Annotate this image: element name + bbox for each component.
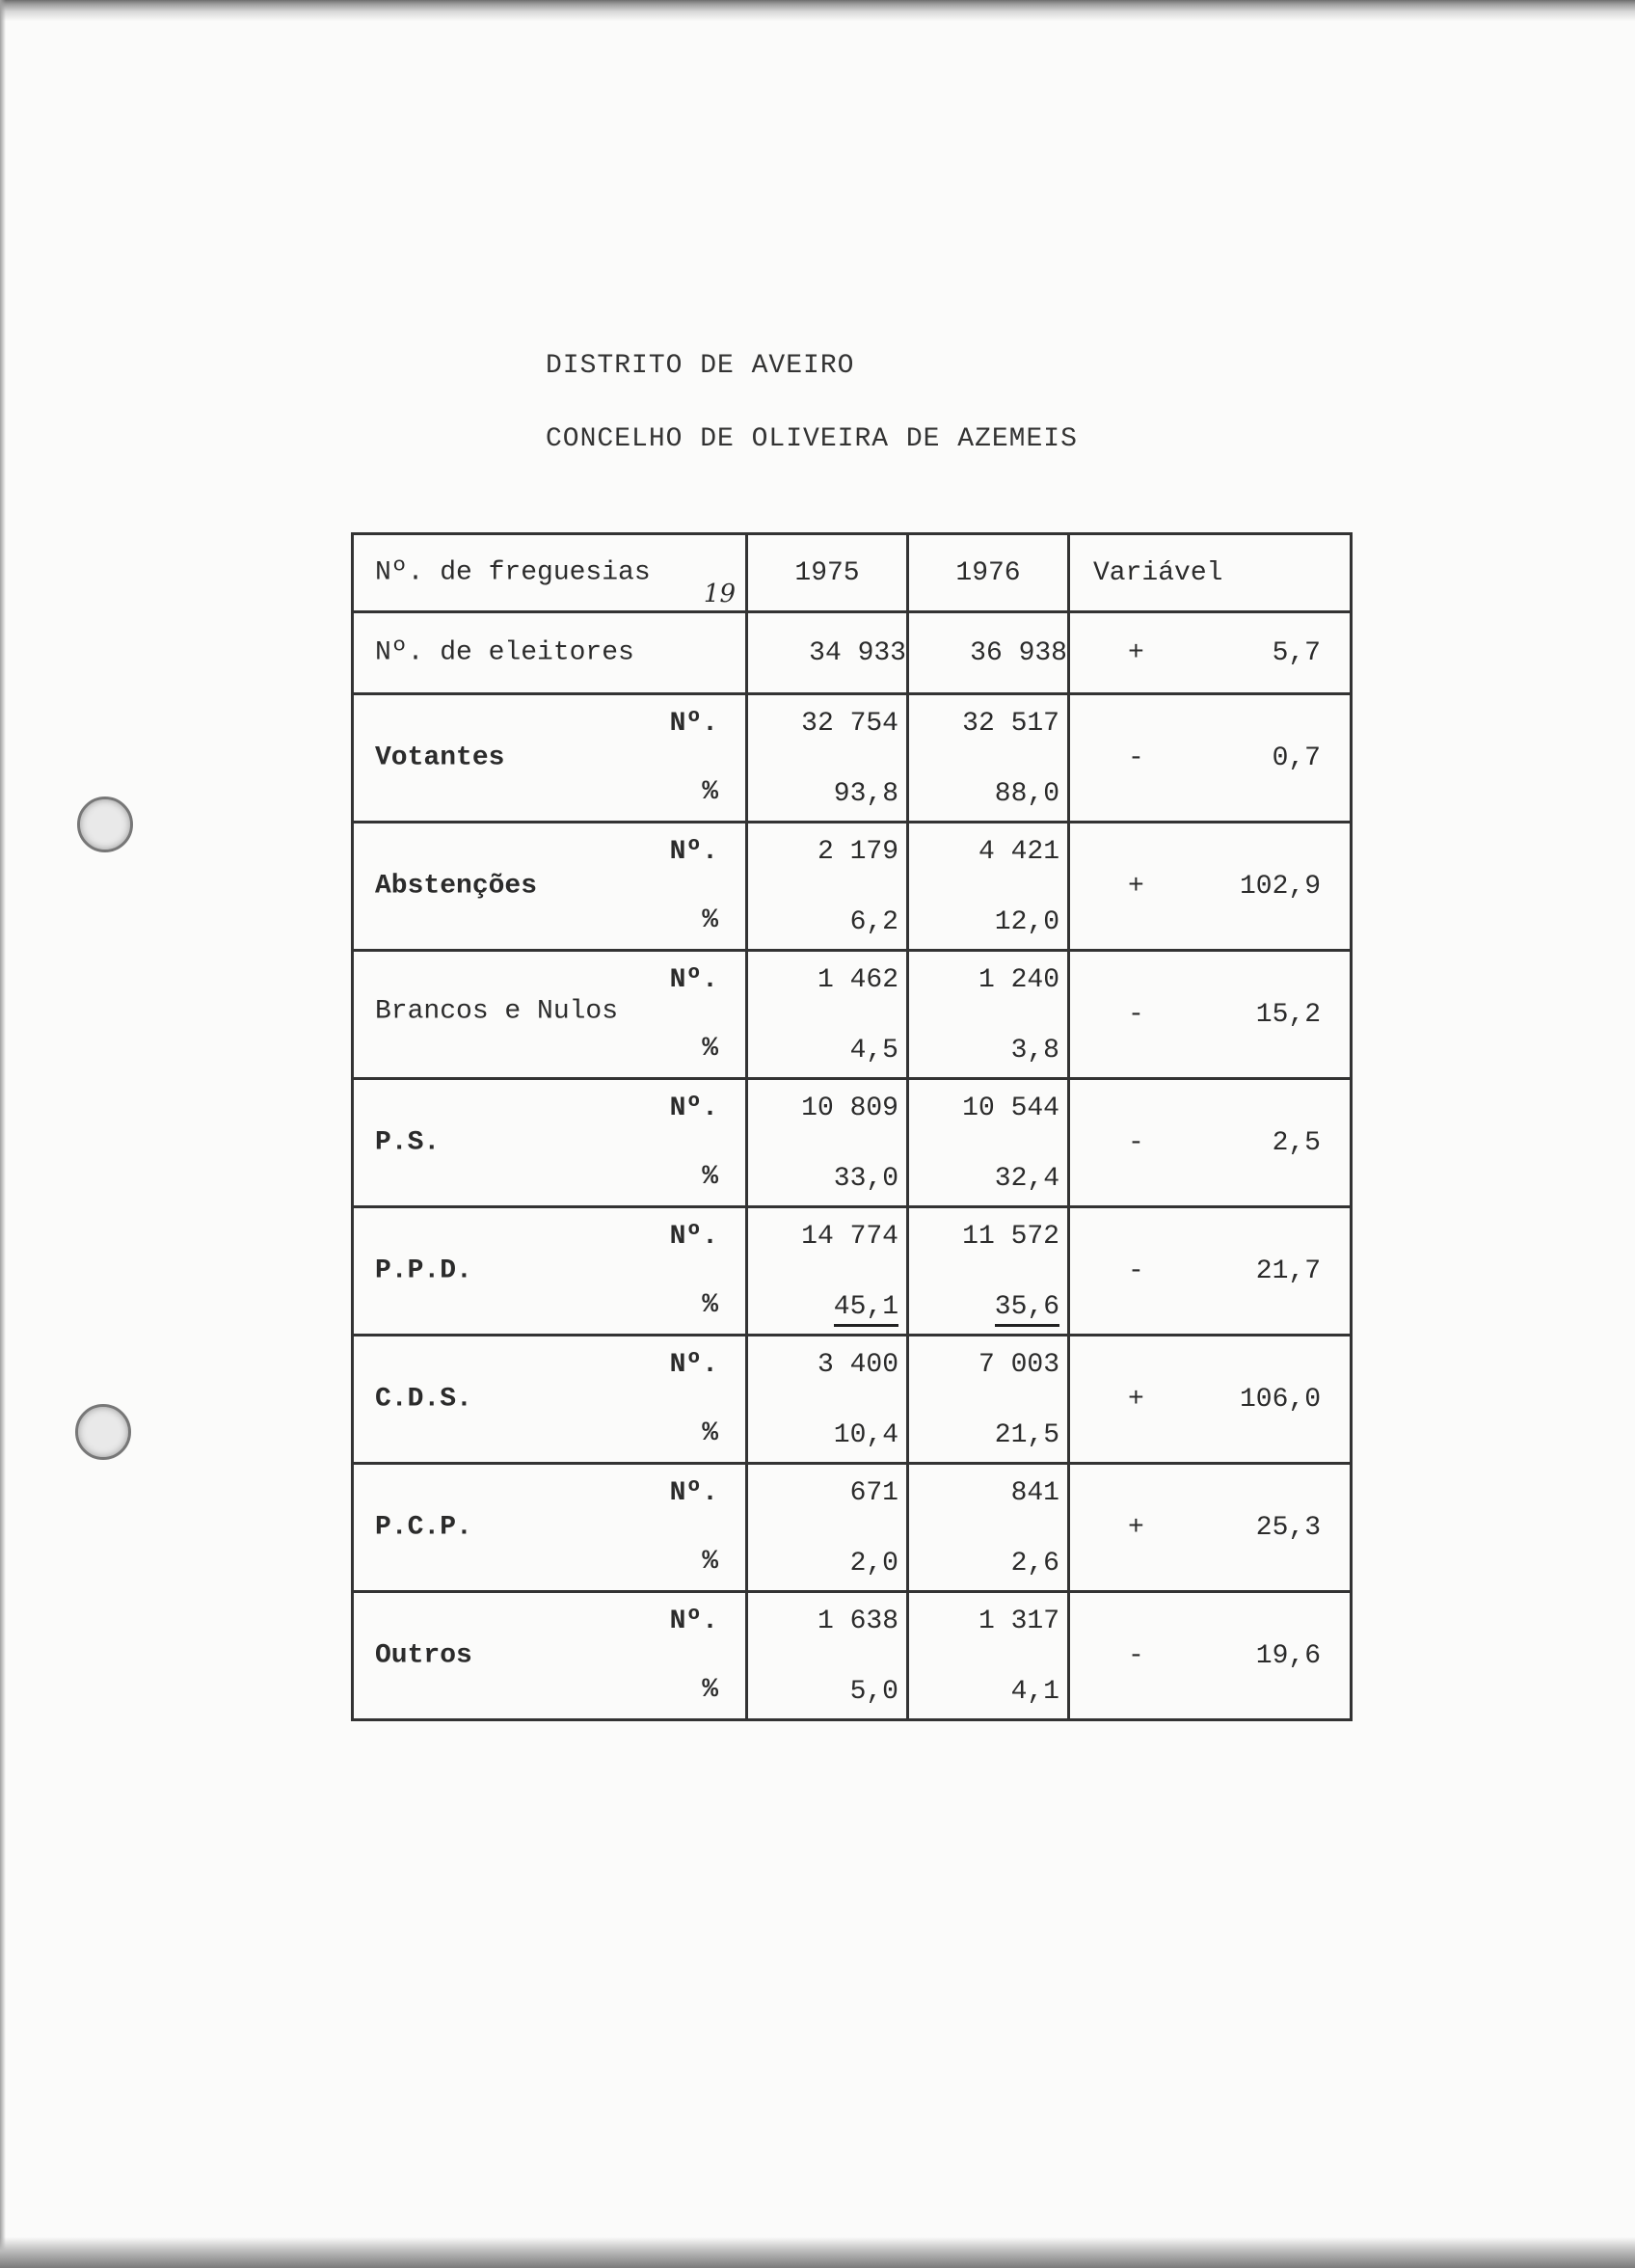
percent-mark: % xyxy=(702,905,718,935)
row-label: Brancos e Nulos xyxy=(375,996,619,1027)
count-mark: Nº. xyxy=(669,1222,718,1252)
row-label: Votantes xyxy=(375,742,505,773)
row-label: P.S. xyxy=(375,1127,441,1158)
percent-1975: 4,5 xyxy=(849,1036,898,1066)
electors-1976: 36 938 xyxy=(908,612,1069,694)
electors-label: Nº. de eleitores xyxy=(375,637,634,668)
percent-mark: % xyxy=(702,1547,718,1577)
count-mark: Nº. xyxy=(669,1094,718,1123)
variation-sign: + xyxy=(1128,1384,1144,1415)
table-row xyxy=(353,1079,1352,1207)
percent-1975: 10,4 xyxy=(833,1420,898,1450)
percent-mark: % xyxy=(702,1675,718,1705)
count-1975: 2 179 xyxy=(817,837,898,867)
punch-hole xyxy=(75,1404,131,1460)
electors-row xyxy=(353,612,1352,694)
election-results-table xyxy=(351,532,1353,1721)
count-mark: Nº. xyxy=(669,837,718,867)
variation-sign: - xyxy=(1128,742,1144,773)
percent-1975: 5,0 xyxy=(849,1677,898,1707)
percent-1975: 45,1 xyxy=(834,1292,898,1327)
variation-value: 106,0 xyxy=(1239,1384,1321,1415)
header-1975: 1975 xyxy=(747,534,908,612)
count-1976: 7 003 xyxy=(978,1350,1059,1380)
punch-hole xyxy=(77,796,133,852)
percent-1976: 32,4 xyxy=(994,1164,1059,1194)
variation-value: 5,7 xyxy=(1272,637,1321,668)
parishes-count-handwritten: 19 xyxy=(703,580,736,608)
scan-top-edge xyxy=(0,0,1635,21)
variation-value: 25,3 xyxy=(1255,1512,1321,1543)
count-1976: 32 517 xyxy=(962,709,1059,739)
percent-1976: 35,6 xyxy=(995,1292,1059,1327)
variation-value: 21,7 xyxy=(1255,1256,1321,1286)
percent-1976: 4,1 xyxy=(1010,1677,1059,1707)
variation-value: 15,2 xyxy=(1255,999,1321,1030)
variation-sign: - xyxy=(1128,1256,1144,1286)
variation-sign: - xyxy=(1128,1127,1144,1158)
count-1976: 1 240 xyxy=(978,965,1059,995)
table-row xyxy=(353,823,1352,951)
percent-mark: % xyxy=(702,1034,718,1064)
count-1975: 1 638 xyxy=(817,1606,898,1636)
table-row xyxy=(353,1207,1352,1336)
percent-mark: % xyxy=(702,777,718,807)
percent-mark: % xyxy=(702,1290,718,1320)
table-row xyxy=(353,951,1352,1079)
district-title: DISTRITO DE AVEIRO xyxy=(546,351,855,381)
count-mark: Nº. xyxy=(669,709,718,739)
count-1975: 10 809 xyxy=(801,1094,898,1123)
percent-1975: 33,0 xyxy=(833,1164,898,1194)
scan-bottom-edge xyxy=(0,2237,1635,2268)
variation-sign: + xyxy=(1128,871,1144,902)
count-1975: 14 774 xyxy=(801,1222,898,1252)
percent-1975: 2,0 xyxy=(849,1549,898,1579)
row-label: P.C.P. xyxy=(375,1512,472,1543)
table-row xyxy=(353,1336,1352,1464)
count-1975: 3 400 xyxy=(817,1350,898,1380)
percent-mark: % xyxy=(702,1418,718,1448)
count-mark: Nº. xyxy=(669,965,718,995)
scan-left-edge xyxy=(0,0,6,2268)
count-mark: Nº. xyxy=(669,1350,718,1380)
count-1976: 1 317 xyxy=(978,1606,1059,1636)
count-mark: Nº. xyxy=(669,1606,718,1636)
row-label: Outros xyxy=(375,1640,472,1671)
percent-1976: 12,0 xyxy=(994,907,1059,937)
variation-sign: + xyxy=(1128,1512,1144,1543)
council-subtitle: CONCELHO DE OLIVEIRA DE AZEMEIS xyxy=(546,424,1078,454)
electors-label-cell xyxy=(353,612,747,694)
table-row xyxy=(353,1592,1352,1720)
variation-value: 0,7 xyxy=(1272,742,1321,773)
row-label: C.D.S. xyxy=(375,1384,472,1415)
count-1975: 32 754 xyxy=(801,709,898,739)
count-mark: Nº. xyxy=(669,1478,718,1508)
count-1975: 1 462 xyxy=(817,965,898,995)
header-variation: Variável xyxy=(1069,534,1352,612)
table-row xyxy=(353,1464,1352,1592)
percent-1975: 93,8 xyxy=(833,779,898,809)
table-row xyxy=(353,694,1352,823)
variation-sign: - xyxy=(1128,1640,1144,1671)
percent-1976: 21,5 xyxy=(994,1420,1059,1450)
count-1976: 841 xyxy=(1010,1478,1059,1508)
percent-1976: 3,8 xyxy=(1010,1036,1059,1066)
variation-value: 19,6 xyxy=(1255,1640,1321,1671)
electors-variation-cell xyxy=(1069,612,1352,694)
header-parishes-cell xyxy=(353,534,747,612)
electors-1975: 34 933 xyxy=(747,612,908,694)
variation-sign: - xyxy=(1128,999,1144,1030)
variation-value: 2,5 xyxy=(1272,1127,1321,1158)
percent-1975: 6,2 xyxy=(849,907,898,937)
row-label: Abstenções xyxy=(375,871,538,902)
count-1976: 11 572 xyxy=(962,1222,1059,1252)
header-1976: 1976 xyxy=(908,534,1069,612)
variation-sign: + xyxy=(1128,637,1144,668)
variation-value: 102,9 xyxy=(1239,871,1321,902)
percent-1976: 2,6 xyxy=(1010,1549,1059,1579)
count-1976: 4 421 xyxy=(978,837,1059,867)
percent-mark: % xyxy=(702,1162,718,1192)
table-header-row xyxy=(353,534,1352,612)
count-1975: 671 xyxy=(849,1478,898,1508)
parishes-label: Nº. de freguesias xyxy=(375,557,651,588)
percent-1976: 88,0 xyxy=(994,779,1059,809)
row-label: P.P.D. xyxy=(375,1256,472,1286)
count-1976: 10 544 xyxy=(962,1094,1059,1123)
